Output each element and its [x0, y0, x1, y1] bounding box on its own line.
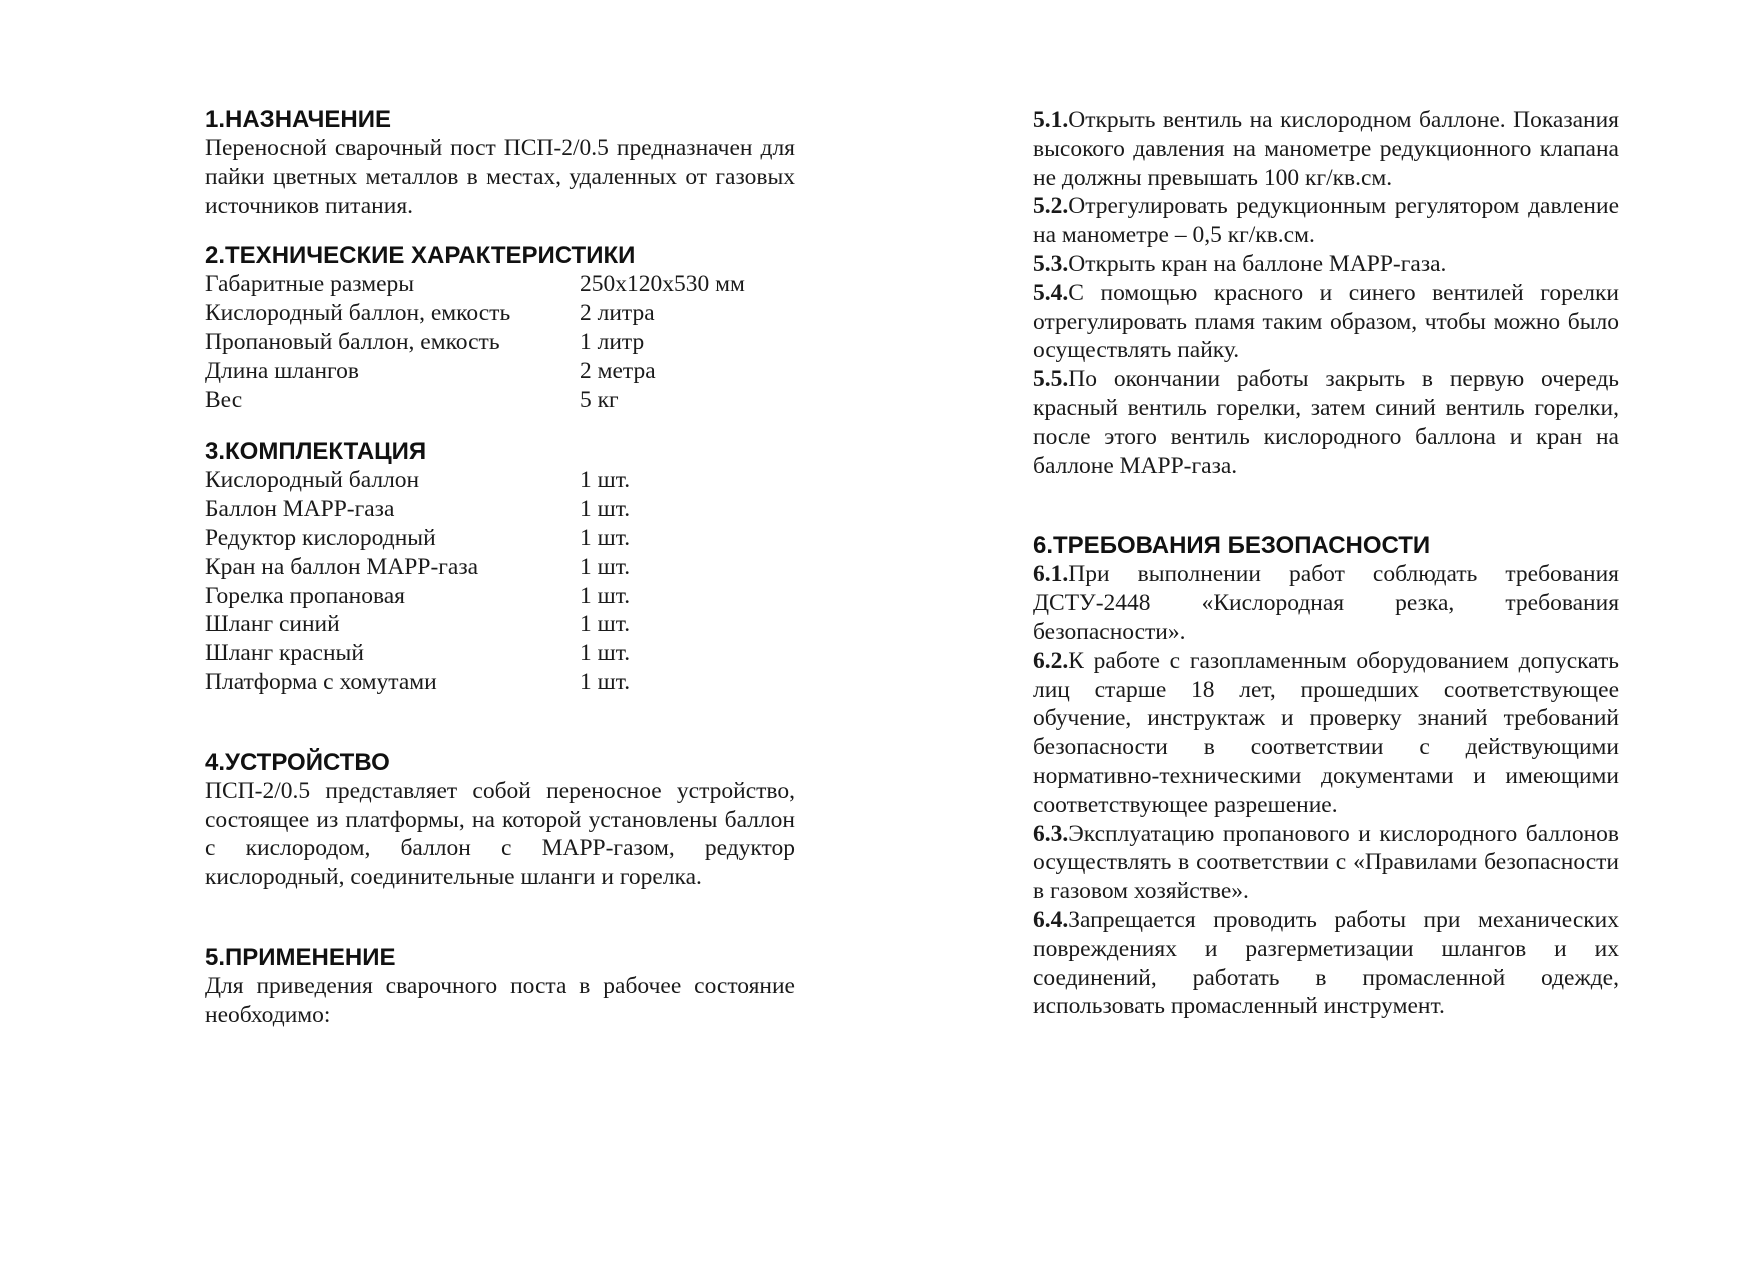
contents-qty: 1 шт. — [580, 611, 631, 638]
safety-step — [1033, 560, 1619, 646]
contents-row — [205, 639, 795, 668]
contents-qty: 1 шт. — [580, 668, 631, 695]
step-text: Открыть вентиль на кислородном баллоне. Показания высокого давления на манометре редукционного клапана не должны превышать 100 кг/кв.см. — [1033, 107, 1619, 191]
contents-qty: 1 шт. — [580, 467, 631, 494]
step-number: 6.1. — [1033, 561, 1069, 588]
usage-step — [1033, 250, 1619, 279]
step-number: 5.1. — [1033, 107, 1069, 133]
spec-value: 1 литр — [580, 328, 645, 355]
safety-step — [1033, 906, 1619, 1021]
contents-item: Платформа с хомутами — [205, 668, 437, 695]
section-title: 5.ПРИМЕНЕНИЕ — [205, 943, 396, 971]
safety-step — [1033, 820, 1619, 906]
section-safety — [1033, 532, 1619, 1021]
contents-item: Кислородный баллон — [205, 467, 420, 494]
contents-item: Кран на баллон МАРР-газа — [205, 553, 479, 580]
usage-steps — [1033, 106, 1619, 480]
spec-label: Пропановый баллон, емкость — [205, 328, 500, 355]
contents-row — [205, 582, 795, 611]
step-number: 5.4. — [1033, 279, 1069, 306]
section-purpose — [205, 106, 795, 220]
spec-value: 2 метра — [580, 357, 656, 384]
contents-item: Шланг красный — [205, 640, 364, 667]
contents-row — [205, 610, 795, 639]
spec-value: 2 литра — [580, 300, 655, 327]
contents-qty: 1 шт. — [580, 553, 631, 580]
section-specs — [205, 242, 795, 414]
contents-row — [205, 553, 795, 582]
spec-row — [205, 357, 795, 386]
section-text: ПСП-2/0.5 представляет собой переносное устройство, состоящее из платформы, на которой установлены баллон с кислородом, баллон с МАРР-газом, редуктор кислородный, соединительные шланги и горелка. — [205, 777, 795, 891]
contents-qty: 1 шт. — [580, 640, 631, 667]
step-text: С помощью красного и синего вентилей горелки отрегулировать пламя таким образом, чтобы можно было осуществлять пайку. — [1033, 279, 1619, 364]
step-number: 6.2. — [1033, 647, 1069, 674]
spec-label: Габаритные размеры — [205, 271, 415, 298]
usage-step — [1033, 279, 1619, 365]
spec-label: Длина шлангов — [205, 357, 359, 384]
step-number: 6.3. — [1033, 820, 1069, 847]
step-text: По окончании работы закрыть в первую очередь красный вентиль горелки, затем синий вентиль горелки, после этого вентиль кислородного баллона и кран на баллоне МАРР-газа. — [1033, 366, 1619, 479]
step-text: Отрегулировать редукционным регулятором давление на манометре – 0,5 кг/кв.см. — [1033, 193, 1619, 249]
spec-value: 250х120х530 мм — [580, 271, 745, 298]
step-number: 5.2. — [1033, 193, 1069, 220]
spec-label: Вес — [205, 386, 243, 413]
step-text: К работе с газопламенным оборудованием допускать лиц старше 18 лет, прошедших соответствующее обучение, инструктаж и проверку знаний требований безопасности в соответствии с действующими нормативно-техническими документами и имеющими соответствующее разрешение. — [1033, 647, 1619, 818]
step-number: 5.5. — [1033, 366, 1069, 393]
contents-qty: 1 шт. — [580, 496, 631, 523]
contents-qty: 1 шт. — [580, 524, 631, 551]
section-device — [205, 749, 795, 892]
contents-item: Редуктор кислородный — [205, 524, 436, 551]
contents-row — [205, 495, 795, 524]
spec-row — [205, 270, 795, 299]
spec-value: 5 кг — [580, 386, 619, 413]
contents-row — [205, 524, 795, 553]
step-text: Открыть кран на баллоне МАРР-газа. — [1068, 250, 1447, 277]
usage-step — [1033, 192, 1619, 250]
section-title: 6.ТРЕБОВАНИЯ БЕЗОПАСНОСТИ — [1033, 532, 1431, 560]
right-column — [1033, 106, 1619, 1021]
section-title: 3.КОМПЛЕКТАЦИЯ — [205, 438, 427, 466]
step-text: При выполнении работ соблюдать требования ДСТУ-2448 «Кислородная резка, требования безопасности». — [1033, 561, 1619, 645]
usage-step — [1033, 106, 1619, 192]
spec-row — [205, 299, 795, 328]
contents-item: Баллон МАРР-газа — [205, 496, 395, 523]
section-title: 2.ТЕХНИЧЕСКИЕ ХАРАКТЕРИСТИКИ — [205, 242, 636, 270]
spec-row — [205, 386, 795, 415]
spec-row — [205, 328, 795, 357]
spec-label: Кислородный баллон, емкость — [205, 300, 511, 327]
section-text: Переносной сварочный пост ПСП-2/0.5 предназначен для пайки цветных металлов в местах, удаленных от газовых источников питания. — [205, 135, 795, 219]
step-number: 5.3. — [1033, 250, 1069, 277]
section-text: Для приведения сварочного поста в рабочее состояние необходимо: — [205, 972, 795, 1028]
section-usage — [205, 944, 795, 1030]
section-title: 1.НАЗНАЧЕНИЕ — [205, 106, 392, 133]
contents-item: Горелка пропановая — [205, 582, 405, 609]
step-text: Эксплуатацию пропанового и кислородного баллонов осуществлять в соответствии с «Правилами безопасности в газовом хозяйстве». — [1033, 820, 1619, 905]
usage-step — [1033, 365, 1619, 480]
step-text: Запрещается проводить работы при механических повреждениях и разгерметизации шлангов и их соединений, работать в промасленной одежде, использовать промасленный инструмент. — [1033, 906, 1619, 1020]
contents-item: Шланг синий — [205, 611, 340, 638]
section-title: 4.УСТРОЙСТВО — [205, 748, 390, 776]
contents-qty: 1 шт. — [580, 582, 631, 609]
contents-row — [205, 466, 795, 495]
left-column — [205, 106, 795, 1030]
safety-step — [1033, 647, 1619, 820]
section-contents — [205, 438, 795, 696]
step-number: 6.4. — [1033, 906, 1069, 933]
contents-row — [205, 668, 795, 697]
